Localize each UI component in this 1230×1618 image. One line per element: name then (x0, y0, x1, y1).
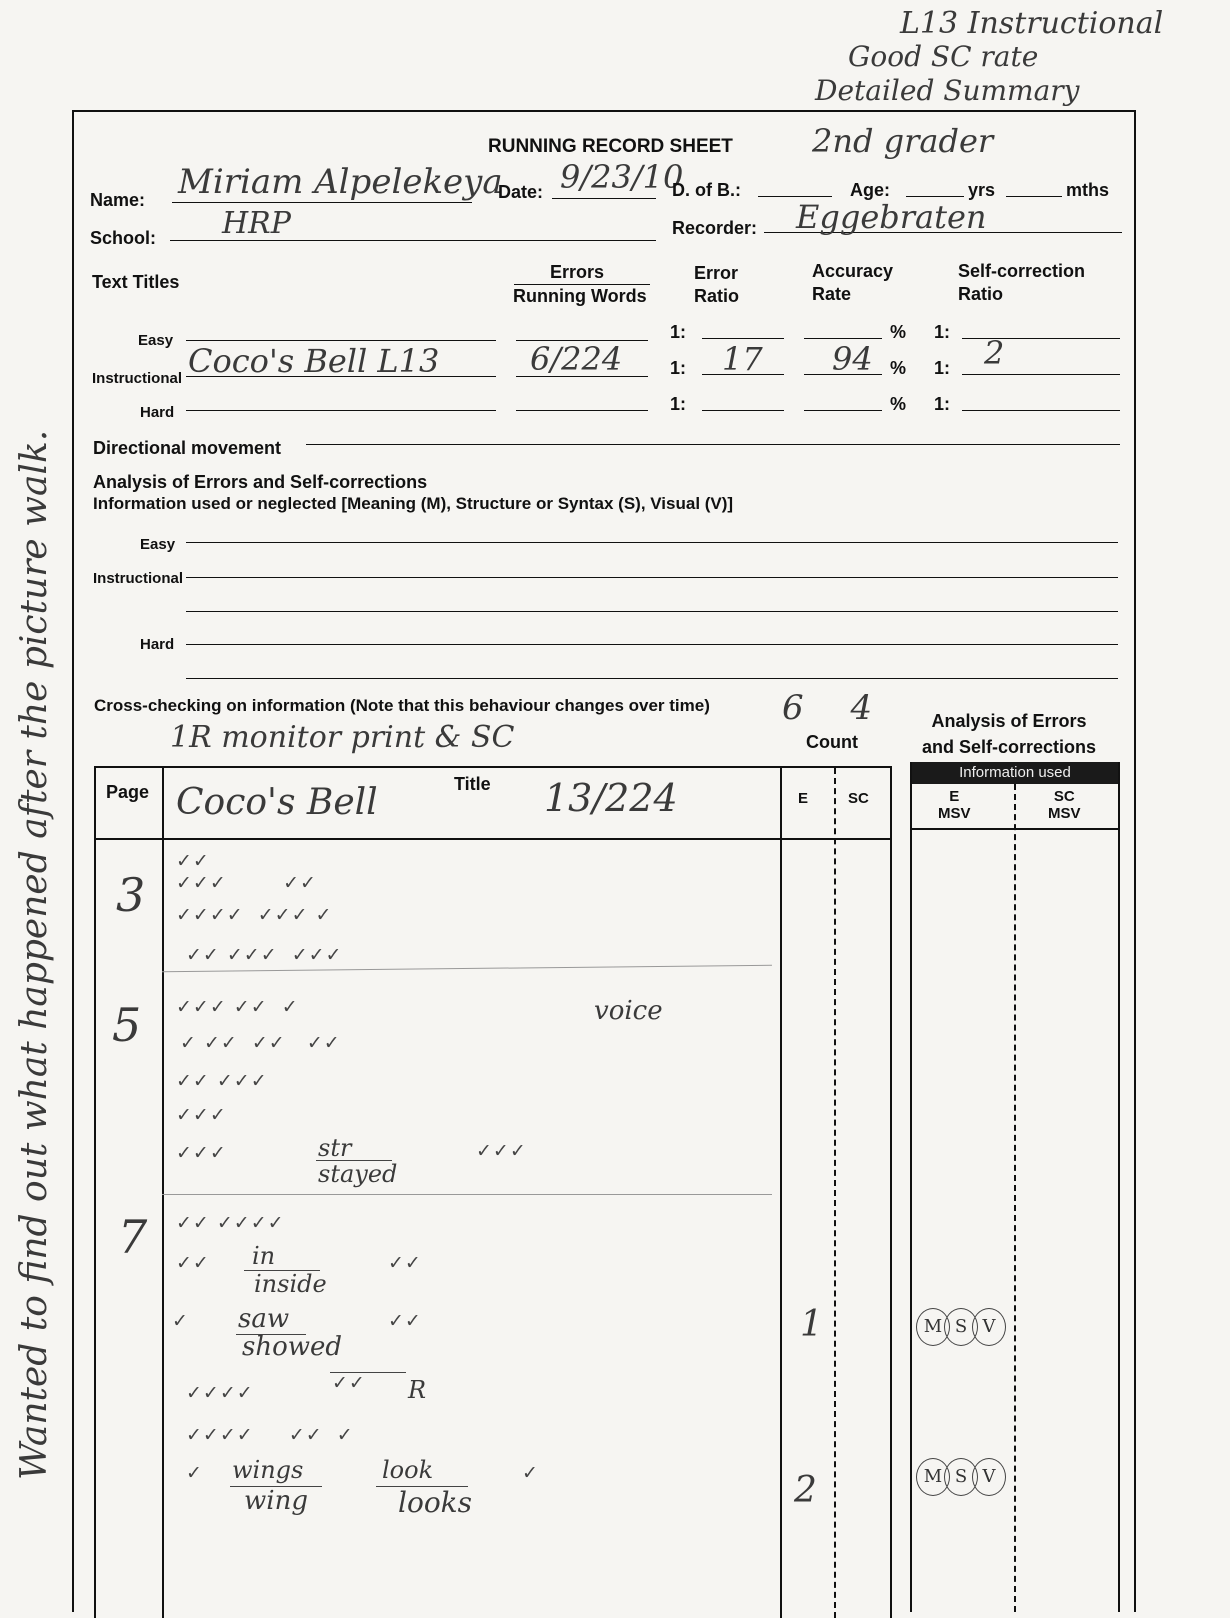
level-annotation: L13 Instructional (900, 6, 1164, 41)
sc-rate-annotation: Good SC rate (848, 40, 1039, 73)
school-label: School: (90, 228, 156, 248)
miscue-said: str (318, 1134, 352, 1162)
easy-sc-prefix: 1: (934, 322, 951, 342)
analysis-easy-label: Easy (140, 536, 176, 553)
analysis-easy-line (186, 542, 1118, 543)
reading-ticks: ✓ ✓✓ ✓✓ ✓✓ (180, 1032, 341, 1054)
hard-ratio-prefix: 1: (670, 394, 687, 414)
hard-title-line (186, 410, 496, 411)
miscue-text: inside (254, 1270, 327, 1298)
table-header-divider (96, 838, 890, 840)
miscue-said: look (382, 1456, 434, 1484)
miscue-text: stayed (318, 1160, 398, 1188)
sc-ratio-label: Self-correction Ratio (958, 261, 1086, 304)
title-col-divider (780, 768, 782, 1618)
table-fraction-value[interactable]: 13/224 (544, 776, 678, 820)
instr-percent: % (890, 358, 907, 378)
miscue-said: wings (232, 1456, 304, 1484)
text-titles-label: Text Titles (92, 272, 180, 292)
dob-line (758, 196, 832, 197)
instr-title-value[interactable]: Coco's Bell L13 (188, 342, 440, 380)
error-ratio-label: Error Ratio (694, 263, 739, 306)
miscue-said: in (252, 1242, 276, 1270)
recorder-value[interactable]: Eggebraten (796, 198, 987, 236)
repeat-mark: R (408, 1376, 427, 1404)
miscue-text: showed (242, 1332, 343, 1362)
page-number: 5 (112, 998, 142, 1052)
cross-checking-label: Cross-checking on information (Note that this behaviour changes over time) (94, 696, 710, 715)
accuracy-rate-label: Accuracy Rate (812, 261, 894, 304)
msv-structure-circle: S (944, 1308, 978, 1346)
reading-ticks: ✓✓ (388, 1310, 422, 1332)
cross-check-note[interactable]: 1R monitor print & SC (170, 720, 515, 755)
msv-visual-circle: V (972, 1458, 1006, 1496)
reading-ticks: ✓✓ (388, 1252, 422, 1274)
reading-ticks: ✓✓ (332, 1372, 366, 1394)
reading-ticks: ✓✓✓✓ (186, 1382, 254, 1404)
reading-ticks: ✓✓✓ ✓✓ (176, 872, 317, 894)
easy-percent: % (890, 322, 907, 342)
running-words-label: Running Words (513, 286, 647, 306)
msv-col-divider (1014, 784, 1016, 1612)
name-line (172, 202, 472, 203)
msv-structure-circle: S (944, 1458, 978, 1496)
count-label: Count (806, 732, 858, 752)
section-divider-2 (162, 1194, 772, 1195)
reading-ticks: ✓✓✓ (176, 1142, 227, 1164)
reading-ticks: ✓✓✓ (476, 1140, 527, 1162)
easy-title-line (186, 340, 496, 341)
info-used-bar: Information used (912, 762, 1118, 784)
directional-label: Directional movement (93, 438, 282, 458)
analysis-extra-line (186, 611, 1118, 612)
instr-sc-value[interactable]: 2 (984, 334, 1005, 372)
page-header: Page (106, 782, 150, 802)
reading-ticks: ✓ (522, 1462, 539, 1484)
instr-errors-value[interactable]: 6/224 (530, 340, 623, 378)
age-label: Age: (850, 180, 890, 200)
instr-sc-line (962, 374, 1120, 375)
reading-ticks: ✓✓✓ (176, 1104, 227, 1126)
reading-ticks: ✓✓ (176, 850, 210, 872)
cross-check-counts: 6 4 (782, 688, 891, 728)
hard-percent: % (890, 394, 907, 414)
summary-annotation: Detailed Summary (815, 74, 1080, 107)
reading-ticks: ✓ (186, 1462, 203, 1484)
hard-errors-line (516, 410, 648, 411)
date-label: Date: (498, 182, 544, 202)
hard-error-ratio-line (702, 410, 784, 411)
analysis-hard-line (186, 644, 1118, 645)
analysis-instr-line (186, 577, 1118, 578)
errors-label: Errors (550, 262, 605, 282)
msv-meaning-circle: M (916, 1308, 950, 1346)
directional-line (306, 444, 1120, 445)
months-label: mths (1066, 180, 1110, 200)
analysis-subtitle: Information used or neglected [Meaning (M), Structure or Syntax (S), Visual (V)] (93, 494, 734, 513)
margin-note: Wanted to find out what happened after the picture walk. (14, 429, 55, 1480)
msv-meaning-circle: M (916, 1458, 950, 1496)
reading-ticks: ✓✓✓✓ ✓✓ ✓ (186, 1424, 354, 1446)
reading-ticks: ✓✓✓✓ ✓✓✓ ✓ (176, 904, 333, 926)
instr-error-ratio-value[interactable]: 17 (722, 340, 763, 378)
grade-annotation: 2nd grader (812, 122, 994, 160)
easy-label: Easy (138, 332, 174, 349)
repeat-line (330, 1372, 406, 1373)
date-line (552, 198, 656, 199)
title-header: Title (454, 774, 491, 794)
analysis-box-label: Analysis of Errors and Self-corrections (922, 711, 1097, 757)
easy-accuracy-line (804, 338, 882, 339)
instr-accuracy-value[interactable]: 94 (832, 340, 873, 378)
errors-divider (514, 284, 650, 285)
hard-accuracy-line (804, 410, 882, 411)
analysis-instructional-label: Instructional (93, 570, 184, 587)
reading-ticks: ✓✓✓ ✓✓ ✓ (176, 996, 299, 1018)
recorder-label: Recorder: (672, 218, 758, 238)
msv-visual-circle: V (972, 1308, 1006, 1346)
page-number: 7 (118, 1210, 148, 1264)
yrs-label: yrs (968, 180, 996, 200)
analysis-title: Analysis of Errors and Self-corrections (93, 472, 428, 492)
miscue-text: looks (398, 1486, 473, 1519)
instr-sc-prefix: 1: (934, 358, 951, 378)
sc-col-divider (834, 768, 836, 1618)
dob-label: D. of B.: (672, 180, 741, 200)
hard-label: Hard (140, 404, 175, 421)
voice-note: voice (594, 996, 663, 1026)
months-line (1006, 196, 1062, 197)
reading-ticks: ✓✓ ✓✓✓ ✓✓✓ (186, 944, 343, 966)
reading-ticks: ✓✓ (176, 1252, 210, 1274)
age-line (906, 196, 964, 197)
sheet-title: RUNNING RECORD SHEET (488, 136, 733, 157)
hard-sc-line (962, 410, 1120, 411)
miscue-text: wing (244, 1486, 308, 1516)
analysis-hard-line-2 (186, 678, 1118, 679)
miscue-said: saw (238, 1304, 290, 1334)
analysis-hard-label: Hard (140, 636, 175, 653)
error-count: 2 (794, 1470, 817, 1511)
easy-ratio-prefix: 1: (670, 322, 687, 342)
page-number: 3 (116, 868, 146, 922)
reading-ticks: ✓✓ ✓✓✓ (176, 1070, 268, 1092)
page-col-divider (162, 768, 164, 1618)
table-title-value[interactable]: Coco's Bell (176, 782, 378, 823)
hard-sc-prefix: 1: (934, 394, 951, 414)
name-label: Name: (90, 190, 146, 210)
easy-error-ratio-line (702, 338, 784, 339)
date-value[interactable]: 9/23/10 (560, 158, 684, 196)
sc-header: SC (848, 790, 869, 807)
reading-ticks: ✓ (172, 1310, 189, 1332)
instructional-label: Instructional (92, 370, 183, 387)
instr-ratio-prefix: 1: (670, 358, 687, 378)
error-count: 1 (800, 1304, 823, 1345)
reading-ticks: ✓✓ ✓✓✓✓ (176, 1212, 285, 1234)
school-value[interactable]: HRP (222, 206, 291, 241)
sc-msv-header: SC MSV (1048, 788, 1081, 822)
e-header: E (798, 790, 809, 807)
e-msv-header: E MSV (938, 788, 971, 822)
name-value[interactable]: Miriam Alpelekeya (178, 162, 503, 202)
